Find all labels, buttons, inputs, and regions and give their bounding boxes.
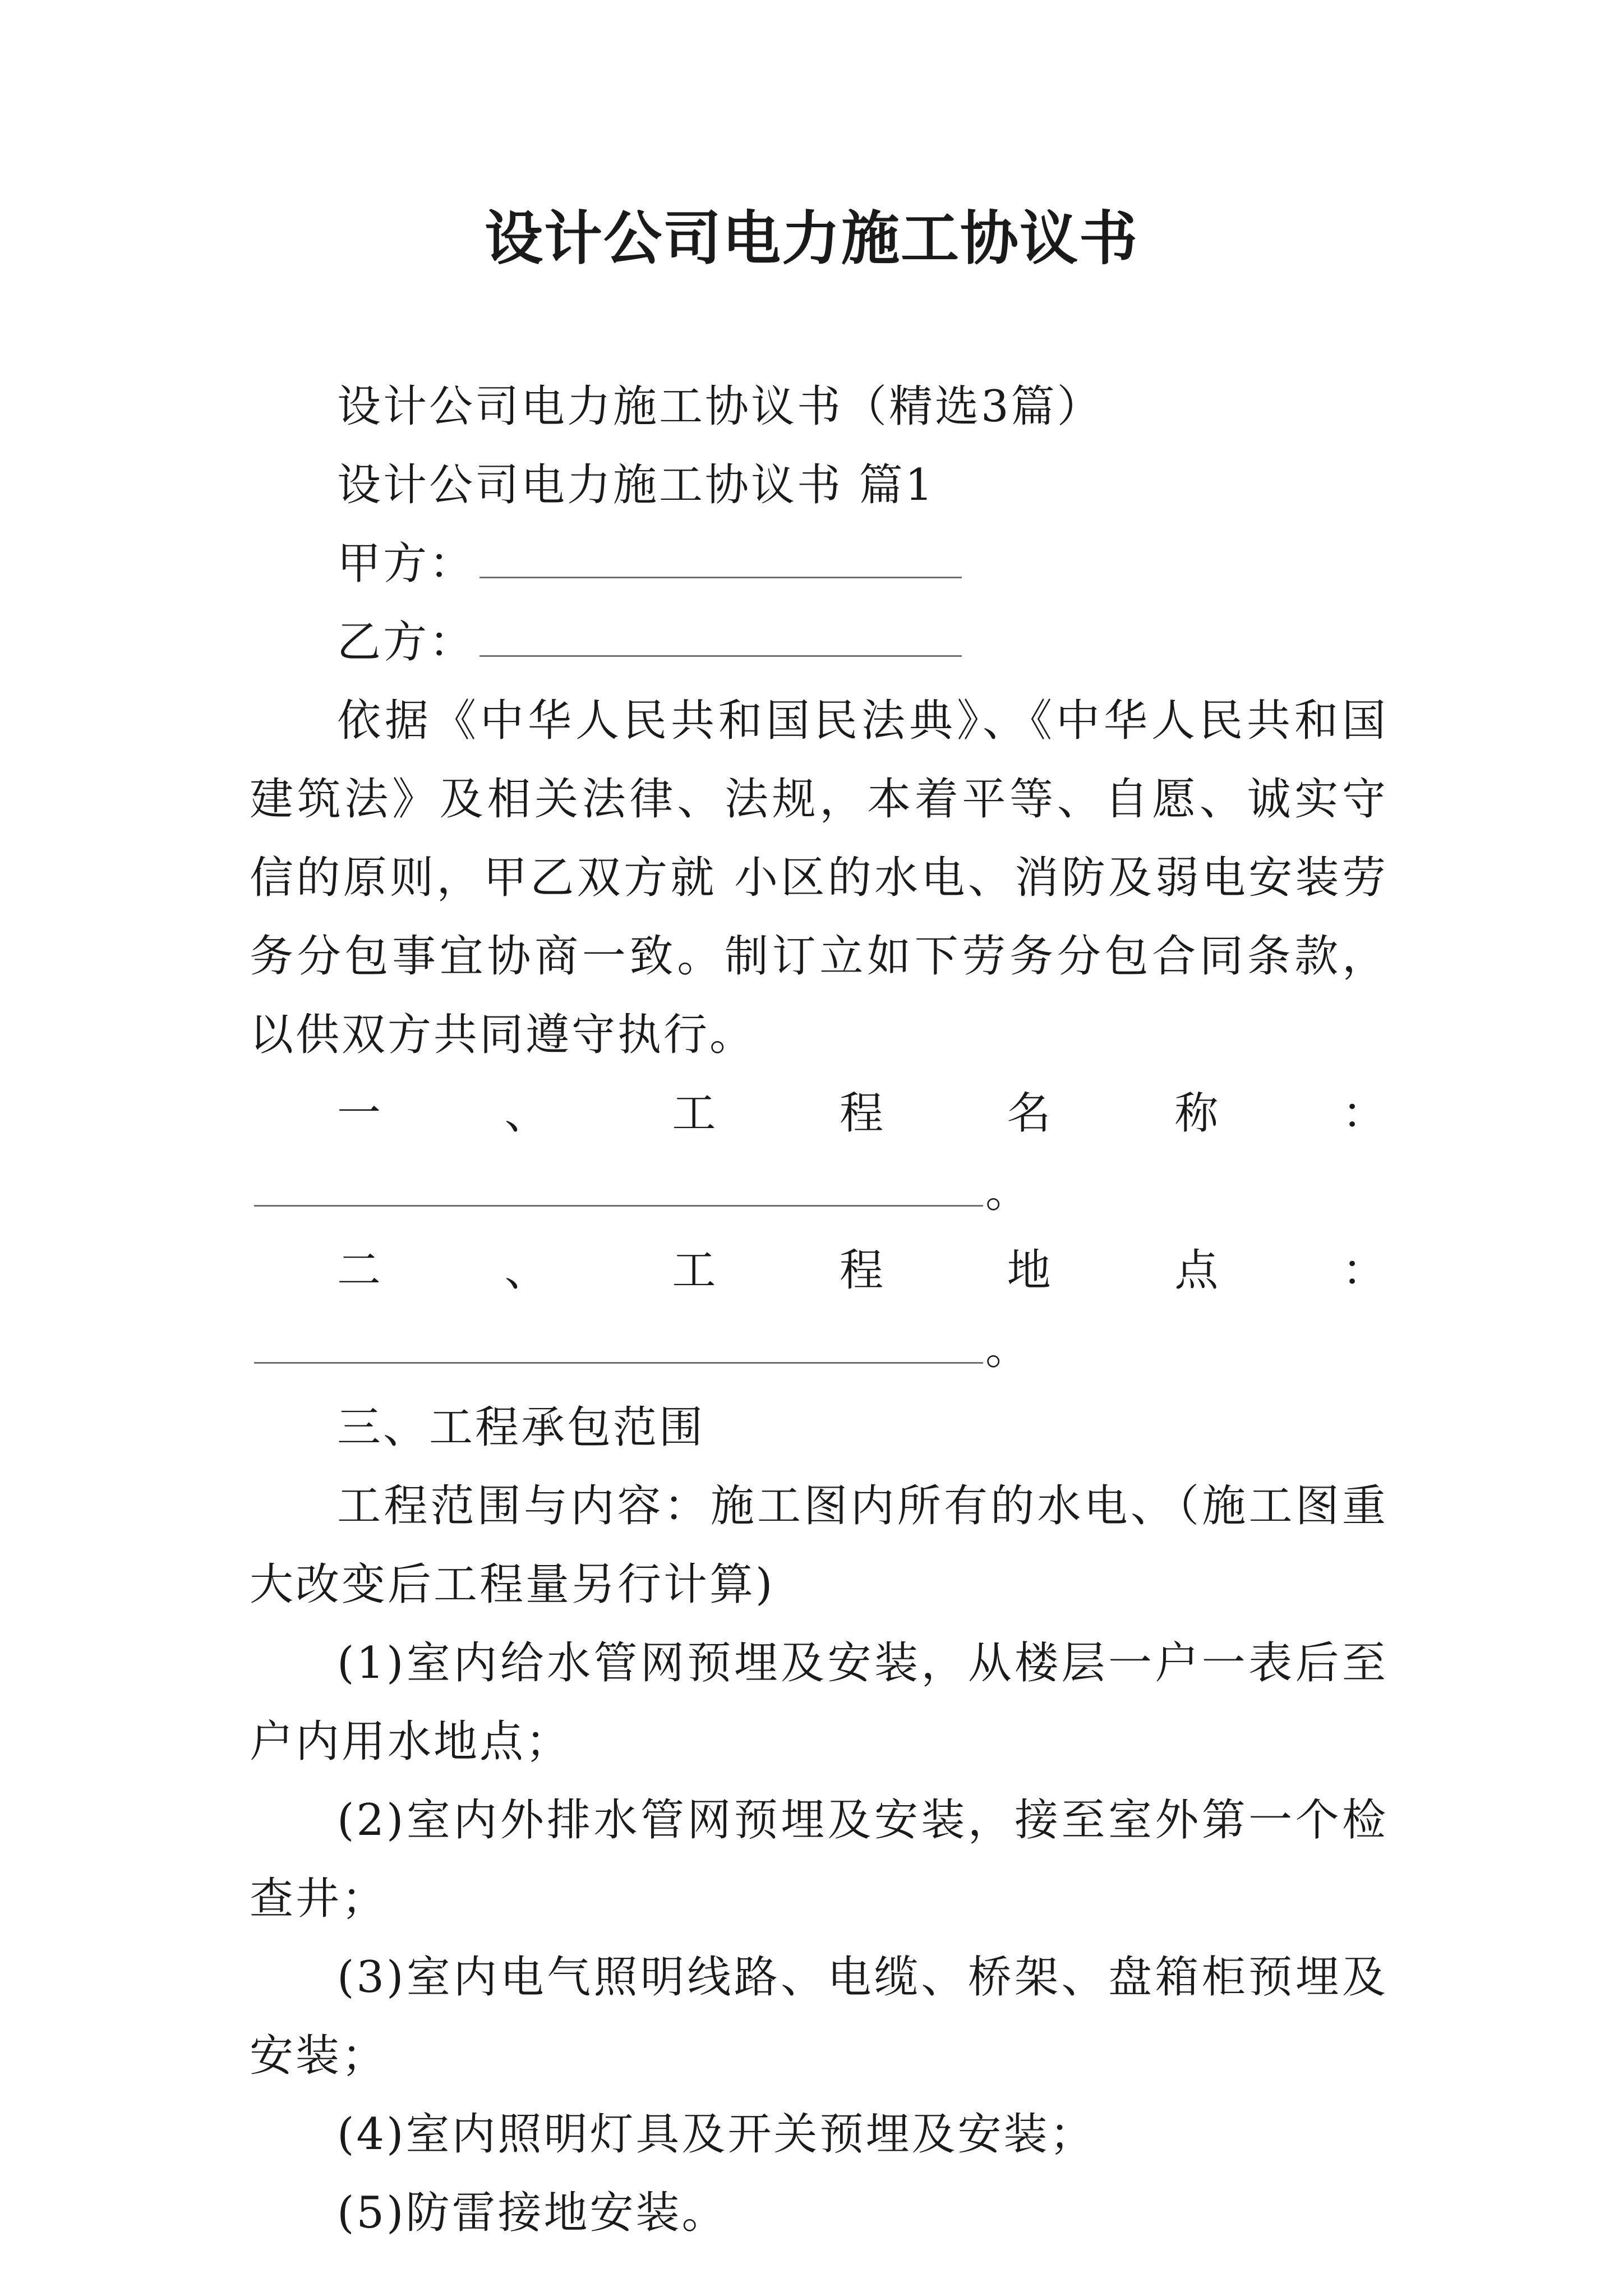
- project-location-label: 二、工程地点：: [337, 1245, 1388, 1296]
- intro-paragraph: 依据《中华人民共和国民法典》、《中华人民共和国建筑法》及相关法律、法规，本着平等、自愿、诚实守信的原则，甲乙双方就 小区的水电、消防及弱电安装劳务分包事宜协商一致。制订立如下劳务分包合同条款，以供双方共同遵守执行。: [250, 696, 1388, 1060]
- scope-content: 工程范围与内容：施工图内所有的水电、（施工图重大改变后工程量另行计算): [250, 1481, 1388, 1610]
- party-b-label: 乙方：: [337, 617, 476, 668]
- party-b-blank: [479, 618, 962, 657]
- document-body: [250, 367, 1388, 2252]
- party-a-line: [250, 524, 1388, 603]
- section-heading: 设计公司电力施工协议书 篇1: [337, 460, 935, 510]
- scope-item-1: (1)室内给水管网预埋及安装，从楼层一户一表后至户内用水地点；: [250, 1638, 1388, 1767]
- project-name-label: 一、工程名称：: [337, 1088, 1388, 1139]
- document-title: 设计公司电力施工协议书: [484, 204, 1138, 273]
- party-a-label: 甲方：: [337, 539, 476, 589]
- scope-item-5: (5)防雷接地安装。: [337, 2188, 728, 2238]
- project-name-line: [250, 1074, 1388, 1231]
- project-name-end-mark: 。: [985, 1167, 1032, 1217]
- project-location-blank: [254, 1325, 983, 1364]
- project-location-end-mark: 。: [985, 1324, 1032, 1374]
- party-b-line: [250, 603, 1388, 682]
- party-a-blank: [479, 540, 962, 578]
- project-location-line: [250, 1231, 1388, 1388]
- subtitle: 设计公司电力施工协议书（精选3篇）: [337, 381, 1103, 432]
- scope-item-4: (4)室内照明灯具及开关预埋及安装；: [337, 2109, 1096, 2160]
- scope-item-2: (2)室内外排水管网预埋及安装，接至室外第一个检查井；: [250, 1795, 1388, 1924]
- scope-heading: 三、工程承包范围: [337, 1402, 706, 1453]
- scope-item-3: (3)室内电气照明线路、电缆、桥架、盘箱柜预埋及安装；: [250, 1952, 1388, 2081]
- project-name-blank: [254, 1168, 983, 1207]
